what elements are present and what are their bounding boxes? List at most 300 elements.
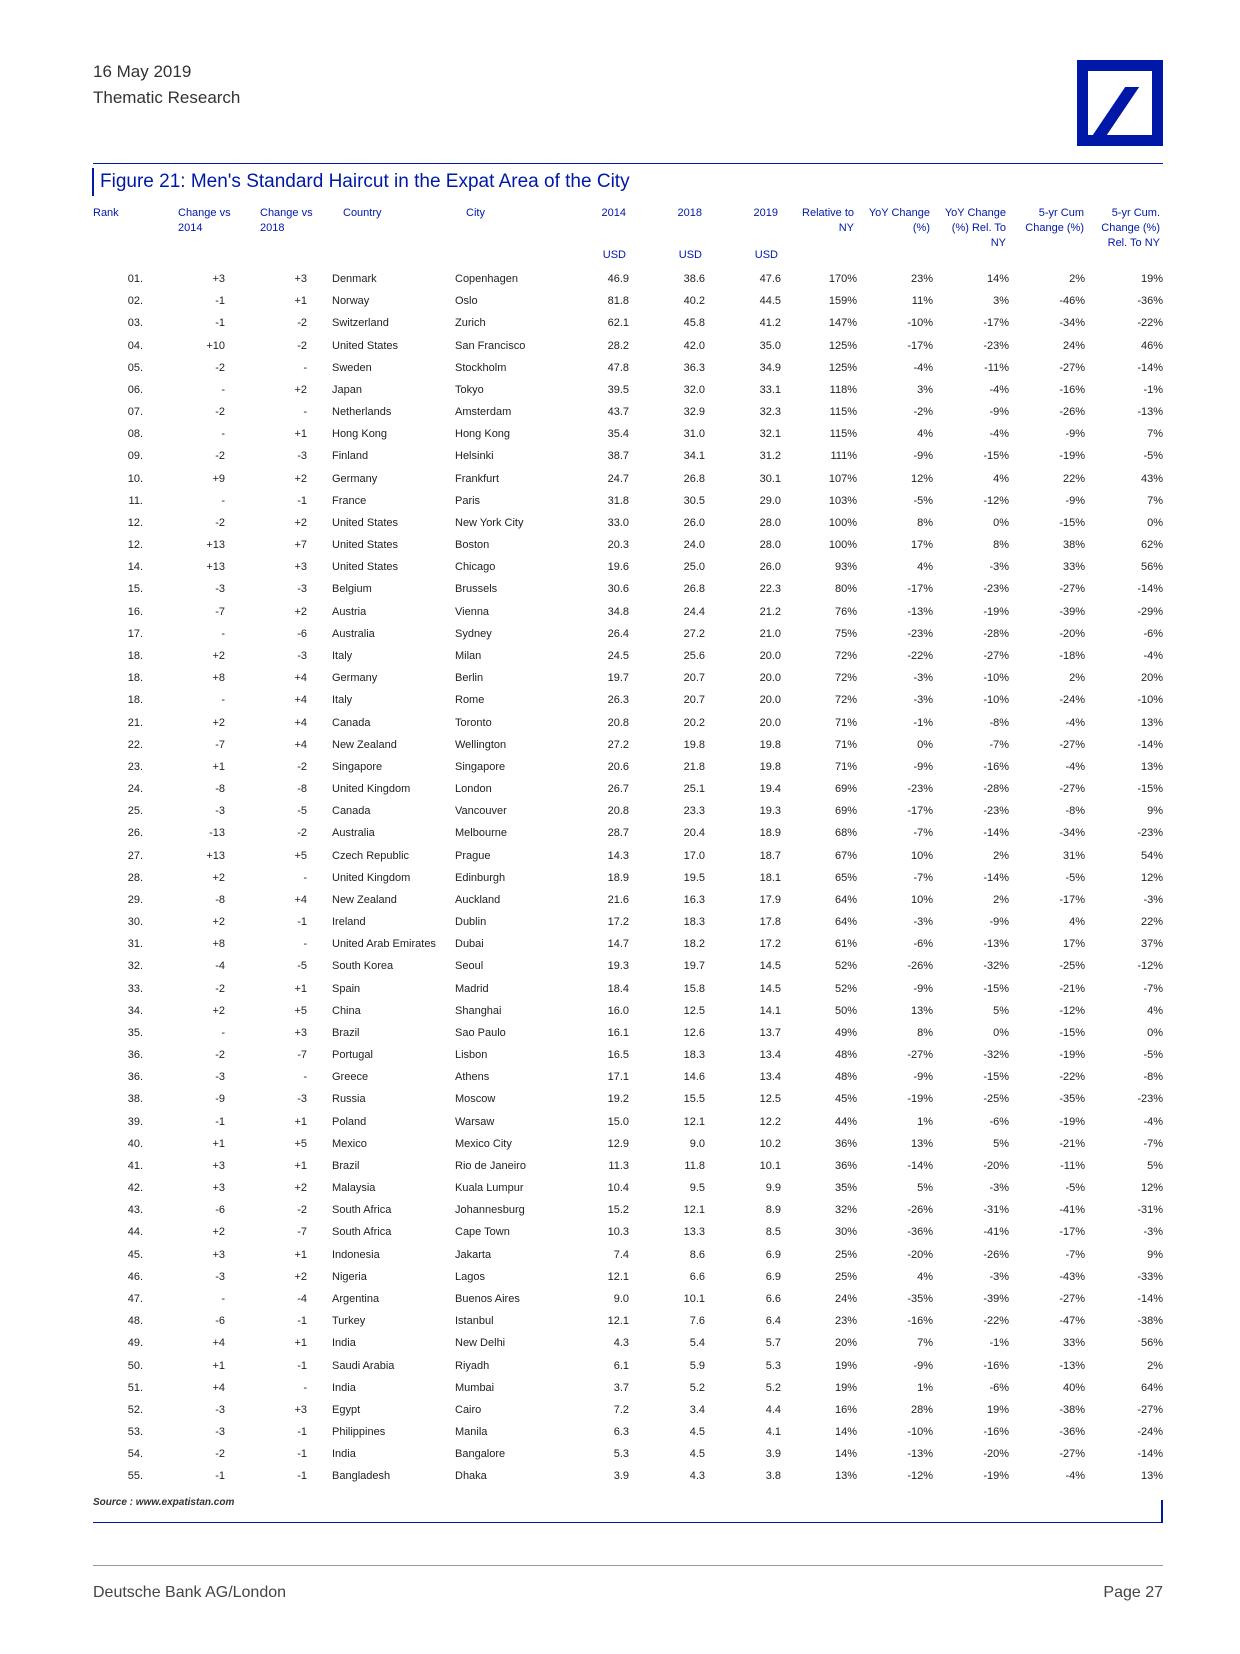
cell-price-2014: 15.0 xyxy=(607,1115,629,1128)
cell-change-vs-2014: -8 xyxy=(215,783,225,796)
table-row xyxy=(93,1177,1163,1199)
cell-change-vs-2018: -1 xyxy=(297,916,307,929)
cell-relative-to-ny: 107% xyxy=(828,472,857,485)
cell-relative-to-ny: 52% xyxy=(834,960,857,973)
cell-yoy-change: -3% xyxy=(913,672,933,685)
cell-rank: 03. xyxy=(127,317,143,330)
cell-country: Canada xyxy=(332,805,371,818)
footer-rule xyxy=(93,1565,1163,1566)
cell-yoy-change-rel-ny: -14% xyxy=(983,871,1009,884)
table-row xyxy=(93,822,1163,844)
cell-price-2019: 12.5 xyxy=(759,1093,781,1106)
col-header-2019: 2019 xyxy=(753,207,778,219)
table-row xyxy=(93,312,1163,334)
cell-yoy-change: -16% xyxy=(907,1315,933,1328)
cell-yoy-change-rel-ny: -19% xyxy=(983,605,1009,618)
cell-country: Hong Kong xyxy=(332,428,388,441)
cell-5yr-cum-change-rel-ny: -23% xyxy=(1137,827,1163,840)
cell-city: Seoul xyxy=(455,960,484,973)
cell-5yr-cum-change-rel-ny: 22% xyxy=(1140,916,1163,929)
cell-change-vs-2018: - xyxy=(303,406,307,419)
cell-city: Frankfurt xyxy=(455,472,500,485)
table-row xyxy=(93,844,1163,866)
cell-yoy-change-rel-ny: -16% xyxy=(983,760,1009,773)
cell-spacer xyxy=(307,867,332,889)
cell-yoy-change: -9% xyxy=(913,1071,933,1084)
cell-yoy-change-rel-ny: -16% xyxy=(983,1359,1009,1372)
cell-price-2019: 20.0 xyxy=(759,716,781,729)
cell-change-vs-2014: -2 xyxy=(215,406,225,419)
cell-relative-to-ny: 71% xyxy=(834,760,857,773)
cell-yoy-change: 13% xyxy=(910,1137,933,1150)
cell-spacer xyxy=(307,1310,332,1332)
cell-rank: 38. xyxy=(127,1093,143,1106)
cell-relative-to-ny: 23% xyxy=(834,1315,857,1328)
cell-yoy-change: 0% xyxy=(917,738,933,751)
cell-yoy-change-rel-ny: -12% xyxy=(983,494,1009,507)
cell-spacer xyxy=(307,711,332,733)
cell-spacer xyxy=(307,556,332,578)
cell-price-2019: 4.4 xyxy=(765,1403,781,1416)
cell-change-vs-2014: +3 xyxy=(212,1159,225,1172)
cell-5yr-cum-change: -5% xyxy=(1065,1182,1085,1195)
cell-country: Germany xyxy=(332,472,378,485)
cell-yoy-change: -13% xyxy=(907,1448,933,1461)
cell-yoy-change-rel-ny: 0% xyxy=(993,1026,1009,1039)
cell-5yr-cum-change: -47% xyxy=(1059,1315,1085,1328)
cell-change-vs-2018: +1 xyxy=(294,1159,307,1172)
table-row xyxy=(93,1421,1163,1443)
cell-yoy-change-rel-ny: -4% xyxy=(989,428,1009,441)
cell-country: United States xyxy=(332,561,399,574)
cell-change-vs-2018: +5 xyxy=(294,849,307,862)
cell-price-2018: 5.2 xyxy=(689,1381,705,1394)
table-row xyxy=(93,468,1163,490)
cell-city: Zurich xyxy=(455,317,486,330)
cell-change-vs-2014: -9 xyxy=(215,1093,225,1106)
cell-5yr-cum-change: -4% xyxy=(1065,716,1085,729)
cell-price-2014: 16.5 xyxy=(607,1049,629,1062)
cell-city: Cape Town xyxy=(455,1226,510,1239)
cell-spacer xyxy=(307,1199,332,1221)
cell-price-2018: 26.0 xyxy=(683,516,705,529)
cell-rank: 14. xyxy=(127,561,143,574)
table-row xyxy=(93,268,1163,290)
cell-spacer xyxy=(307,911,332,933)
cell-5yr-cum-change: -35% xyxy=(1059,1093,1085,1106)
cell-spacer xyxy=(307,1421,332,1443)
cell-price-2019: 21.2 xyxy=(759,605,781,618)
cell-price-2019: 14.1 xyxy=(759,1004,781,1017)
cell-price-2018: 24.0 xyxy=(683,539,705,552)
cell-city: Chicago xyxy=(455,561,496,574)
cell-price-2014: 20.8 xyxy=(607,805,629,818)
cell-country: Austria xyxy=(332,605,367,618)
cell-5yr-cum-change: -25% xyxy=(1059,960,1085,973)
cell-price-2019: 20.0 xyxy=(759,694,781,707)
cell-city: Madrid xyxy=(455,982,489,995)
cell-spacer xyxy=(307,1443,332,1465)
cell-5yr-cum-change-rel-ny: 62% xyxy=(1140,539,1163,552)
cell-spacer xyxy=(307,401,332,423)
cell-yoy-change-rel-ny: -28% xyxy=(983,627,1009,640)
table-row xyxy=(93,1288,1163,1310)
cell-price-2018: 12.1 xyxy=(683,1204,705,1217)
cell-change-vs-2014: -2 xyxy=(215,450,225,463)
cell-change-vs-2018: -1 xyxy=(297,1359,307,1372)
cell-yoy-change-rel-ny: -16% xyxy=(983,1426,1009,1439)
cell-yoy-change: -6% xyxy=(913,938,933,951)
cell-city: Buenos Aires xyxy=(455,1292,520,1305)
cell-price-2014: 11.3 xyxy=(608,1159,629,1172)
cell-5yr-cum-change: 2% xyxy=(1069,672,1085,685)
cell-relative-to-ny: 49% xyxy=(834,1026,857,1039)
cell-yoy-change: 4% xyxy=(917,1270,933,1283)
cell-change-vs-2018: - xyxy=(303,361,307,374)
cell-rank: 21. xyxy=(127,716,143,729)
cell-change-vs-2018: +7 xyxy=(294,539,307,552)
cell-price-2019: 19.8 xyxy=(759,760,781,773)
cell-rank: 45. xyxy=(127,1248,143,1261)
cell-price-2018: 20.4 xyxy=(683,827,705,840)
cell-5yr-cum-change-rel-ny: -5% xyxy=(1143,1049,1163,1062)
cell-5yr-cum-change-rel-ny: 20% xyxy=(1140,672,1163,685)
cell-price-2014: 34.8 xyxy=(607,605,629,618)
cell-relative-to-ny: 170% xyxy=(828,273,857,286)
cell-yoy-change: -10% xyxy=(907,317,933,330)
cell-change-vs-2018: -3 xyxy=(297,1093,307,1106)
cell-5yr-cum-change: -20% xyxy=(1059,627,1085,640)
cell-yoy-change: -35% xyxy=(907,1292,933,1305)
cell-rank: 32. xyxy=(127,960,143,973)
cell-change-vs-2014: +2 xyxy=(212,916,225,929)
footer-publisher: Deutsche Bank AG/London xyxy=(93,1584,287,1601)
cell-5yr-cum-change-rel-ny: 13% xyxy=(1140,1470,1163,1483)
cell-city: Sao Paulo xyxy=(455,1026,506,1039)
cell-change-vs-2014: -3 xyxy=(215,805,225,818)
cell-change-vs-2018: +2 xyxy=(294,383,307,396)
cell-yoy-change: -26% xyxy=(907,960,933,973)
cell-rank: 50. xyxy=(127,1359,143,1372)
cell-rank: 17. xyxy=(127,627,143,640)
cell-yoy-change-rel-ny: -9% xyxy=(989,916,1009,929)
cell-5yr-cum-change-rel-ny: -8% xyxy=(1143,1071,1163,1084)
cell-price-2018: 20.7 xyxy=(683,694,705,707)
table-row xyxy=(93,1022,1163,1044)
cell-price-2014: 20.3 xyxy=(607,539,629,552)
cell-relative-to-ny: 52% xyxy=(834,982,857,995)
cell-yoy-change: -36% xyxy=(907,1226,933,1239)
cell-price-2014: 6.1 xyxy=(613,1359,629,1372)
cell-city: Johannesburg xyxy=(455,1204,525,1217)
cell-price-2019: 5.2 xyxy=(765,1381,781,1394)
cell-change-vs-2018: +1 xyxy=(294,428,307,441)
cell-price-2018: 25.1 xyxy=(683,783,705,796)
cell-price-2018: 30.5 xyxy=(683,494,705,507)
cell-relative-to-ny: 100% xyxy=(828,539,857,552)
cell-yoy-change-rel-ny: -6% xyxy=(989,1115,1009,1128)
cell-yoy-change: 8% xyxy=(917,516,933,529)
cell-5yr-cum-change: -18% xyxy=(1059,650,1085,662)
cell-price-2018: 23.3 xyxy=(683,805,705,818)
cell-spacer xyxy=(307,335,332,357)
cell-city: Paris xyxy=(455,494,481,507)
cell-country: United Kingdom xyxy=(332,783,411,796)
cell-change-vs-2018: +4 xyxy=(294,893,307,906)
cell-price-2019: 5.3 xyxy=(765,1359,781,1372)
cell-yoy-change-rel-ny: -41% xyxy=(983,1226,1009,1239)
cell-relative-to-ny: 35% xyxy=(834,1182,857,1195)
cell-5yr-cum-change-rel-ny: 64% xyxy=(1140,1381,1163,1394)
cell-country: India xyxy=(332,1381,356,1394)
cell-relative-to-ny: 125% xyxy=(828,361,857,374)
cell-5yr-cum-change-rel-ny: -1% xyxy=(1143,383,1163,396)
cell-spacer xyxy=(307,623,332,645)
cell-price-2014: 10.3 xyxy=(607,1226,629,1239)
table-row xyxy=(93,601,1163,623)
figure-source: Source : www.expatistan.com xyxy=(93,1497,235,1508)
cell-rank: 12. xyxy=(127,539,143,552)
cell-5yr-cum-change-rel-ny: 0% xyxy=(1147,516,1163,529)
cell-spacer xyxy=(307,1244,332,1266)
cell-spacer xyxy=(307,734,332,756)
table-row xyxy=(93,490,1163,512)
cell-price-2019: 20.0 xyxy=(759,672,781,685)
cell-yoy-change-rel-ny: -27% xyxy=(983,650,1009,662)
cell-country: Switzerland xyxy=(332,317,389,330)
cell-relative-to-ny: 115% xyxy=(829,406,857,419)
cell-yoy-change-rel-ny: -15% xyxy=(983,982,1009,995)
table-row xyxy=(93,1221,1163,1243)
cell-rank: 06. xyxy=(127,383,143,396)
table-row xyxy=(93,800,1163,822)
cell-change-vs-2014: +4 xyxy=(212,1381,225,1394)
cell-change-vs-2018: - xyxy=(303,871,307,884)
cell-5yr-cum-change: -39% xyxy=(1059,605,1085,618)
cell-yoy-change-rel-ny: 2% xyxy=(993,849,1009,862)
cell-change-vs-2014: +3 xyxy=(212,273,225,286)
cell-country: United States xyxy=(332,539,399,552)
cell-spacer xyxy=(307,645,332,667)
cell-rank: 08. xyxy=(127,428,143,441)
cell-yoy-change-rel-ny: -11% xyxy=(984,361,1009,374)
cell-5yr-cum-change: -41% xyxy=(1059,1204,1085,1217)
cell-5yr-cum-change-rel-ny: -5% xyxy=(1143,450,1163,463)
cell-change-vs-2018: +1 xyxy=(294,1115,307,1128)
cell-relative-to-ny: 111% xyxy=(830,450,857,463)
cell-price-2019: 47.6 xyxy=(759,273,781,286)
cell-price-2018: 21.8 xyxy=(683,760,705,773)
cell-city: Lisbon xyxy=(455,1049,488,1062)
cell-country: Spain xyxy=(332,982,361,995)
cell-change-vs-2018: -3 xyxy=(297,650,307,662)
cell-5yr-cum-change: 38% xyxy=(1062,539,1085,552)
cell-rank: 15. xyxy=(127,583,143,596)
cell-price-2018: 26.8 xyxy=(683,583,705,596)
cell-yoy-change-rel-ny: 5% xyxy=(993,1004,1009,1017)
cell-change-vs-2018: +2 xyxy=(294,1182,307,1195)
cell-price-2019: 19.4 xyxy=(759,783,781,796)
table-row xyxy=(93,1354,1163,1376)
unit-label-2014: USD xyxy=(602,249,626,261)
cell-change-vs-2014: -7 xyxy=(215,738,225,751)
cell-price-2019: 44.5 xyxy=(759,295,781,308)
cell-yoy-change: -20% xyxy=(907,1248,933,1261)
cell-yoy-change-rel-ny: -17% xyxy=(983,317,1009,330)
cell-relative-to-ny: 50% xyxy=(834,1004,857,1017)
cell-relative-to-ny: 44% xyxy=(834,1115,857,1128)
table-row xyxy=(93,534,1163,556)
cell-yoy-change: 5% xyxy=(917,1182,933,1195)
cell-yoy-change-rel-ny: -39% xyxy=(983,1292,1009,1305)
cell-price-2019: 6.6 xyxy=(765,1292,781,1305)
cell-price-2014: 20.6 xyxy=(607,760,629,773)
cell-price-2014: 24.7 xyxy=(607,472,629,485)
cell-relative-to-ny: 25% xyxy=(834,1248,857,1261)
cell-city: Istanbul xyxy=(455,1315,494,1328)
table-row xyxy=(93,1310,1163,1332)
cell-price-2018: 18.3 xyxy=(683,916,705,929)
cell-spacer xyxy=(307,1000,332,1022)
cell-country: New Zealand xyxy=(332,893,397,906)
table-row xyxy=(93,689,1163,711)
cell-change-vs-2018: +1 xyxy=(294,1337,307,1350)
cell-5yr-cum-change: -36% xyxy=(1059,1426,1085,1439)
cell-price-2014: 30.6 xyxy=(607,583,629,596)
cell-price-2018: 6.6 xyxy=(689,1270,705,1283)
cell-price-2019: 29.0 xyxy=(759,494,781,507)
cell-country: Nigeria xyxy=(332,1270,367,1283)
cell-rank: 09. xyxy=(127,450,143,463)
cell-5yr-cum-change-rel-ny: 9% xyxy=(1147,1248,1163,1261)
cell-5yr-cum-change: 17% xyxy=(1062,938,1085,951)
cell-spacer xyxy=(307,822,332,844)
cell-price-2019: 6.4 xyxy=(765,1315,781,1328)
cell-city: Athens xyxy=(455,1071,490,1084)
cell-yoy-change-rel-ny: -9% xyxy=(989,406,1009,419)
cell-yoy-change-rel-ny: -32% xyxy=(983,1049,1009,1062)
cell-yoy-change: -9% xyxy=(913,982,933,995)
cell-price-2014: 14.3 xyxy=(607,849,629,862)
table-row xyxy=(93,401,1163,423)
cell-5yr-cum-change-rel-ny: -4% xyxy=(1143,650,1163,662)
cell-country: South Korea xyxy=(332,960,394,973)
cell-rank: 41. xyxy=(127,1159,143,1172)
cell-price-2014: 9.0 xyxy=(613,1292,629,1305)
cell-yoy-change-rel-ny: -15% xyxy=(983,1071,1009,1084)
cell-city: Mumbai xyxy=(455,1381,495,1394)
cell-relative-to-ny: 69% xyxy=(834,783,857,796)
cell-relative-to-ny: 76% xyxy=(834,605,857,618)
cell-price-2014: 7.4 xyxy=(613,1248,629,1261)
cell-yoy-change-rel-ny: -6% xyxy=(989,1381,1009,1394)
figure-corner-tick xyxy=(1161,1500,1163,1523)
cell-price-2018: 12.6 xyxy=(683,1026,705,1039)
cell-price-2014: 20.8 xyxy=(607,716,629,729)
cell-relative-to-ny: 36% xyxy=(834,1159,857,1172)
cell-change-vs-2014: -3 xyxy=(215,583,225,596)
cell-relative-to-ny: 93% xyxy=(834,561,857,574)
cell-5yr-cum-change-rel-ny: -14% xyxy=(1137,1292,1163,1305)
cell-yoy-change-rel-ny: -13% xyxy=(983,938,1009,951)
cell-change-vs-2018: +4 xyxy=(294,716,307,729)
cell-5yr-cum-change: -27% xyxy=(1059,1448,1085,1461)
cell-relative-to-ny: 72% xyxy=(834,672,857,685)
cell-change-vs-2014: -6 xyxy=(215,1204,225,1217)
cell-spacer xyxy=(307,357,332,379)
cell-yoy-change-rel-ny: 4% xyxy=(993,472,1009,485)
cell-change-vs-2018: -2 xyxy=(297,760,307,773)
cell-rank: 40. xyxy=(127,1137,143,1150)
cell-change-vs-2014: +2 xyxy=(212,1004,225,1017)
cell-rank: 30. xyxy=(127,916,143,929)
cell-5yr-cum-change-rel-ny: 43% xyxy=(1140,472,1163,485)
cell-rank: 31. xyxy=(127,938,143,951)
cell-spacer xyxy=(307,1354,332,1376)
cell-5yr-cum-change: -46% xyxy=(1059,295,1085,308)
cell-country: Brazil xyxy=(332,1159,360,1172)
cell-5yr-cum-change: -27% xyxy=(1059,783,1085,796)
cell-5yr-cum-change: -8% xyxy=(1065,805,1085,818)
cell-change-vs-2014: - xyxy=(221,1292,225,1305)
cell-spacer xyxy=(307,578,332,600)
cell-country: Ireland xyxy=(332,916,366,929)
cell-yoy-change: -3% xyxy=(913,916,933,929)
cell-price-2019: 8.5 xyxy=(765,1226,781,1239)
cell-yoy-change-rel-ny: 5% xyxy=(993,1137,1009,1150)
col-header-rank: Rank xyxy=(93,207,119,219)
cell-5yr-cum-change-rel-ny: -3% xyxy=(1143,1226,1163,1239)
table-row xyxy=(93,734,1163,756)
cell-rank: 16. xyxy=(127,605,143,618)
cell-country: India xyxy=(332,1448,356,1461)
col-header-5yr-cum-rel-ny: 5-yr Cum. Change (%) Rel. To NY xyxy=(1101,207,1160,249)
cell-price-2014: 19.2 xyxy=(607,1093,629,1106)
cell-rank: 18. xyxy=(127,672,143,685)
cell-price-2019: 33.1 xyxy=(759,383,781,396)
cell-yoy-change-rel-ny: -22% xyxy=(983,1315,1009,1328)
cell-price-2018: 19.8 xyxy=(683,738,705,751)
cell-price-2014: 4.3 xyxy=(613,1337,629,1350)
cell-5yr-cum-change: 33% xyxy=(1062,1337,1085,1350)
cell-spacer xyxy=(307,468,332,490)
cell-price-2014: 7.2 xyxy=(613,1403,629,1416)
cell-city: Warsaw xyxy=(455,1115,495,1128)
cell-5yr-cum-change-rel-ny: -33% xyxy=(1137,1270,1163,1283)
cell-country: Germany xyxy=(332,672,378,685)
cell-price-2019: 17.8 xyxy=(759,916,781,929)
col-header-yoy-rel-ny: YoY Change (%) Rel. To NY xyxy=(944,207,1006,249)
cell-5yr-cum-change: -11% xyxy=(1060,1159,1085,1172)
cell-city: Helsinki xyxy=(455,450,494,463)
cell-5yr-cum-change-rel-ny: -4% xyxy=(1143,1115,1163,1128)
cell-change-vs-2014: +4 xyxy=(212,1337,225,1350)
cell-5yr-cum-change: -9% xyxy=(1065,428,1085,441)
cell-city: Dubai xyxy=(455,938,484,951)
cell-price-2019: 34.9 xyxy=(759,361,781,374)
cell-change-vs-2014: - xyxy=(221,1026,225,1039)
cell-price-2019: 41.2 xyxy=(759,317,781,330)
cell-yoy-change: -12% xyxy=(907,1470,933,1483)
cell-price-2014: 26.7 xyxy=(607,783,629,796)
cell-yoy-change: 10% xyxy=(910,893,933,906)
cell-yoy-change: 13% xyxy=(910,1004,933,1017)
cell-country: Sweden xyxy=(332,361,372,374)
cell-change-vs-2018: +3 xyxy=(294,561,307,574)
cell-yoy-change: -1% xyxy=(913,716,933,729)
table-row xyxy=(93,867,1163,889)
cell-yoy-change-rel-ny: 8% xyxy=(993,539,1009,552)
